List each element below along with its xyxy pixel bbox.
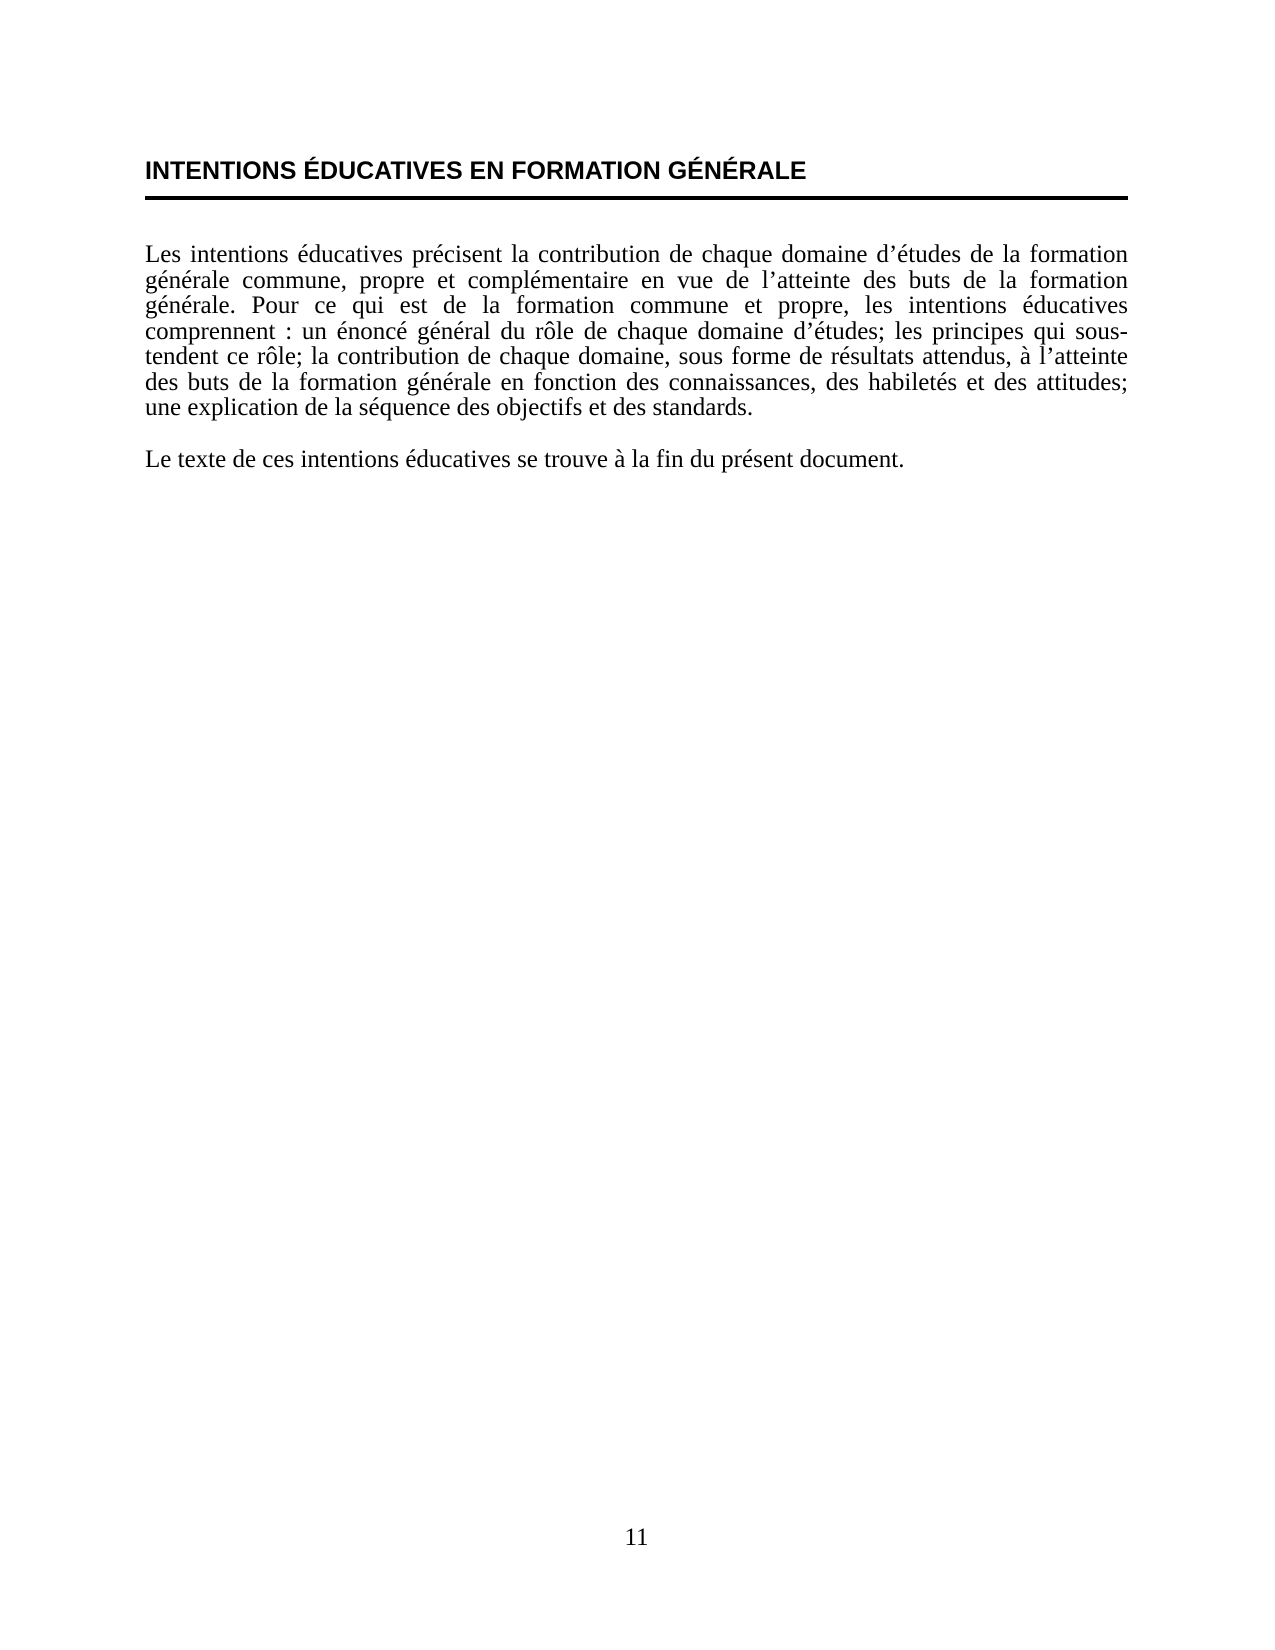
page-number: 11 [624,1524,649,1551]
heading-rule [145,196,1128,200]
body-paragraph-1: Les intentions éducatives précisent la contribution de chaque domaine d’études de la formation générale commune, propre et complémentaire en vue de l’atteinte des buts de la formation générale. Pour ce qui est de la formation commune et propre, les intentions éducatives comprennent : un énoncé général du rôle de chaque domaine d’études; les principes qui sous-tendent ce rôle; la contribution de chaque domaine, sous forme de résultats attendus, à l’atteinte des buts de la formation générale en fonction des connaissances, des habiletés et des attitudes; une explication de la séquence des objectifs et des standards. [145,241,1128,421]
content-area [145,0,1128,472]
section-heading: INTENTIONS ÉDUCATIVES EN FORMATION GÉNÉRALE [145,157,807,185]
body-paragraph-2: Le texte de ces intentions éducatives se trouve à la fin du présent document. [145,445,905,473]
